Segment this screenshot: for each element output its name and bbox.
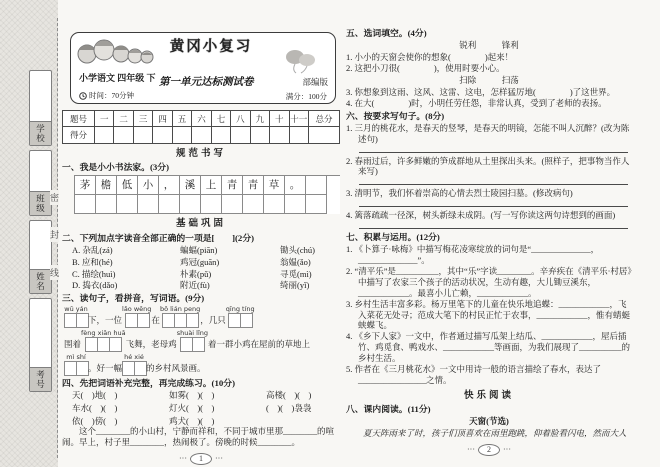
q4-title: 四、先把词语补充完整，再完成练习。(10分) [62, 377, 236, 388]
score-cell [134, 127, 153, 143]
q3-text: 的乡村风景画。 [146, 362, 206, 373]
option-cell: A. 杂乱(zá) [72, 244, 113, 255]
field-examno-blank [30, 299, 51, 367]
score-col: 二 [114, 111, 133, 127]
score-cell [309, 127, 339, 143]
q7-item: 1. 《卜算子·咏梅》中描写梅花凌寒绽放的词句是“______________，______________”。 [346, 244, 600, 266]
q3-text: 着一群小鸡在屋前的草地上 [208, 338, 311, 349]
calli-cell: 小 [138, 176, 159, 195]
q6-title: 六、按要求写句子。(8分) [346, 110, 445, 121]
calli-cell: 。 [285, 176, 306, 195]
full-score-label: 满分：100分 [285, 92, 327, 101]
pinyin-group [177, 330, 208, 352]
time-limit [79, 91, 134, 101]
q8-title: 八、课内阅读。(11分) [346, 403, 431, 414]
score-col: 五 [173, 111, 192, 127]
calli-cell-empty [138, 195, 159, 214]
pinyin-group [160, 306, 200, 328]
option-cell: D. 捣衣(dǎo) [72, 280, 118, 291]
score-cell [212, 127, 231, 143]
pinyin-group [64, 306, 88, 328]
calli-cell-empty [180, 195, 201, 214]
pinyin-label: bō lián peng [159, 304, 201, 313]
page-number-cloud: 1 [190, 453, 212, 465]
subject-label: 小学语文 四年级 下 [79, 73, 156, 83]
field-name [29, 220, 52, 294]
pinyin-label: qīng tíng [225, 304, 255, 313]
pinyin-group [81, 330, 126, 352]
idiom-blank: 依( )傍( ) [72, 415, 118, 426]
idiom-blank: 如雾( )( ) [169, 389, 215, 400]
calli-cell-empty [222, 195, 243, 214]
field-school-blank [30, 71, 51, 121]
option-cell: 朴素(pǔ) [180, 268, 212, 279]
pinyin-group [122, 306, 151, 328]
page-number-cloud: 2 [478, 444, 500, 456]
score-col: 七 [212, 111, 231, 127]
seal-char: 线 [50, 265, 59, 280]
score-col: 六 [192, 111, 211, 127]
q5-item: 1. 小小的天窗会使你的想象( )起来！ [346, 52, 514, 63]
option-cell: 寻觅(mì) [280, 268, 312, 279]
option-cell: C. 描绘(huì) [72, 268, 116, 279]
calli-cell-empty [285, 195, 306, 214]
pinyin-label: shuài lǐng [176, 328, 209, 337]
q6-item: 1. 三月的桃花水，是春天的竖琴，是春天的明镜，怎能不叫人沉醉？(改为陈述句) [346, 122, 630, 144]
answer-line [359, 145, 628, 153]
clock-icon [79, 92, 87, 100]
option-cell: 锄头(chú) [280, 244, 315, 255]
calli-cell-empty [159, 195, 180, 214]
q3-row1 [64, 306, 340, 328]
pinyin-label: wū yán [64, 304, 88, 313]
field-class-label: 班级 [30, 191, 51, 215]
section-banner-writing: 规范书写 [175, 149, 226, 159]
q7-title: 七、积累与运用。(12分) [346, 232, 440, 242]
option-cell: 蝙蝠(piān) [180, 244, 218, 255]
answer-line [359, 199, 628, 207]
field-school [29, 70, 52, 146]
score-col: 九 [251, 111, 270, 127]
q6-item: 2. 春雨过后，许多鲜嫩的笋成群地从土里探出头来。(照样子，把事物当作人来写) [346, 155, 630, 177]
score-cell [231, 127, 250, 143]
brand-logo: 黄冈小复习 [169, 39, 253, 55]
write-box [192, 337, 205, 352]
score-col: 十 [270, 111, 289, 127]
score-col: 十一 [290, 111, 309, 127]
calli-cell: 草 [264, 176, 285, 195]
q2-options [72, 245, 340, 292]
page-number-1: ··· 1 ··· [62, 453, 340, 465]
seal-char: 密 [50, 190, 59, 205]
calli-cell [306, 176, 327, 195]
field-school-label: 学校 [30, 121, 51, 145]
time-limit-text: 时间：70分钟 [89, 91, 134, 100]
score-col: 题号 [63, 111, 95, 127]
idiom-blank: 车水( )( ) [72, 402, 118, 413]
pinyin-group [122, 354, 146, 376]
edition-label: 部编版 [302, 77, 328, 87]
balloon-icon [283, 49, 319, 75]
score-cell [114, 127, 133, 143]
q3-text: ，几只 [200, 314, 226, 325]
score-col: 一 [95, 111, 114, 127]
idiom-blank: 天( )地( ) [72, 389, 118, 400]
calli-cell: 溪 [180, 176, 201, 195]
pinyin-label: lǎo wēng [122, 304, 152, 313]
idiom-empty [266, 416, 340, 427]
q7-item: 4. 《乡下人家》一文中，作者通过描写瓜架上结瓜、____________，屋后插竹、鸡觅食、鸭戏水、____________等画面，为我们展现了__________的乡村生活。 [346, 331, 631, 363]
q1-title: 一、我是小小书法家。(3分) [62, 162, 170, 173]
q4-paragraph: 这个________的小山村，宁静而祥和，不同于城市里那________的喧闹。早上，村子里________，热闹极了。傍晚的时候________。 [62, 426, 335, 448]
q3-row3 [64, 354, 340, 376]
q5-word-pair-2: 扫除 扫荡 [459, 74, 519, 85]
idiom-blank: ( )( )袅袅 [266, 402, 312, 413]
option-cell: 附近(fù) [180, 280, 210, 291]
section-banner-basic: 基础巩固 [175, 219, 226, 230]
q3-text: 在 [151, 314, 160, 325]
calli-cell: ， [159, 176, 180, 195]
score-table [62, 110, 340, 144]
calli-cell-empty [117, 195, 138, 214]
calli-cell: 青 [243, 176, 264, 195]
section-banner-reading: 快乐阅读 [463, 390, 514, 401]
field-name-label: 姓名 [30, 269, 51, 293]
field-class [29, 150, 52, 216]
q6-item: 4. 篱落疏疏一径深，树头新绿未成阴。(写一写你读这两句诗想到的画面) [346, 210, 616, 221]
pinyin-label: mì shí [66, 352, 86, 361]
option-cell: 绮丽(yǐ) [280, 280, 310, 291]
seal-char: 封 [50, 227, 59, 242]
score-col: 八 [231, 111, 250, 127]
q5-title: 五、选词填空。(4分) [346, 28, 427, 38]
q3-row2 [64, 330, 340, 352]
score-col: 三 [134, 111, 153, 127]
option-cell: B. 应和(hé) [72, 256, 113, 267]
calli-cell-empty [306, 195, 327, 214]
q7-item: 5. 作者在《三月桃花水》一文中用诗一般的语言描绘了春水，表达了________________之情。 [346, 363, 602, 385]
passage-title: 天窗(节选) [469, 416, 509, 427]
calli-cell-empty [96, 195, 117, 214]
score-cell [251, 127, 270, 143]
page-number-2: ··· 2 ··· [346, 444, 632, 456]
field-examno [29, 298, 52, 392]
q3-text: 围着 [64, 338, 82, 349]
page-left [62, 26, 340, 465]
idiom-blank: 鸡犬( )( ) [169, 415, 215, 426]
calli-cell-empty [243, 195, 264, 214]
field-class-blank [30, 151, 51, 191]
score-col: 四 [153, 111, 172, 127]
q5-item: 3. 你想象到这雨、这风、这雷、这电，怎样猛厉地( )了这世界。 [346, 86, 616, 97]
idiom-blank: 高楼( )( ) [266, 389, 312, 400]
q3-title: 三、读句子，看拼音，写词语。(9分) [62, 293, 205, 304]
score-cell [270, 127, 289, 143]
pinyin-label: hé xié [124, 352, 144, 361]
score-cell [153, 127, 172, 143]
q2-title: 二、下列加点字读音全部正确的一项是[ ](2分) [62, 232, 255, 243]
calli-cell: 青 [222, 176, 243, 195]
q7-item: 2. “清平乐”是__________，其中“乐”字读________。辛弃疾在《清平乐·村居》中描写了农家三个孩子的活动状况，生动有趣，大儿锄豆溪东，____________。最喜小儿亡赖，____________。 [346, 266, 632, 298]
q3-text: 下，一位 [88, 314, 123, 325]
q4-idioms [72, 390, 340, 427]
exam-title: 第一单元达标测试卷 [159, 77, 254, 88]
write-box [109, 337, 122, 352]
q6-item: 3. 清明节，我们怀着崇高的心情去烈士陵园扫墓。(修改病句) [346, 188, 573, 199]
score-cell [173, 127, 192, 143]
q3-text: 。好一幅 [88, 362, 123, 373]
kids-illustration [76, 36, 156, 72]
calli-cell: 檐 [96, 176, 117, 195]
calli-cell-empty [264, 195, 285, 214]
idiom-blank: 灯火( )( ) [169, 402, 215, 413]
write-box [240, 313, 253, 328]
score-col: 总分 [309, 111, 339, 127]
score-cell [95, 127, 114, 143]
pinyin-group [226, 306, 255, 328]
answer-line [359, 177, 628, 185]
passage-text: 夏天阵雨来了时，孩子们顶喜欢在雨里跑跳，仰着脸看闪电，然而大人 [346, 427, 627, 438]
score-row-label: 得分 [63, 127, 95, 143]
option-cell: 翁媪(ǎo) [280, 256, 311, 267]
score-cell [192, 127, 211, 143]
calli-cell: 低 [117, 176, 138, 195]
pinyin-label: fèng xiān huā [81, 328, 126, 337]
q5-item: 4. 在大( )时，小明任劳任怨，非常认真，受到了老师的表扬。 [346, 97, 607, 108]
field-name-blank [30, 221, 51, 269]
write-box [137, 313, 150, 328]
q3-text: 飞舞，老母鸡 [125, 338, 177, 349]
q5-word-pair-1: 锐利 锋利 [459, 40, 519, 51]
field-examno-label: 考号 [30, 367, 51, 391]
calli-cell-empty [75, 195, 96, 214]
q7-item: 3. 乡村生活丰富多彩。杨万里笔下的儿童在快乐地追蝶：____________，飞入菜花无处寻；范成大笔下的村民正忙于农事，____________，惟有蜻蜓蛱蝶飞。 [346, 298, 631, 331]
page-right [346, 26, 632, 456]
q5-item: 2. 这把小刀很( )，使用时要小心。 [346, 63, 505, 73]
score-cell [290, 127, 309, 143]
calli-cell: 上 [201, 176, 222, 195]
calligraphy-grid [74, 175, 340, 214]
write-box [186, 313, 199, 328]
calli-cell: 茅 [75, 176, 96, 195]
answer-line [359, 221, 628, 229]
option-cell: 鸡冠(guān) [180, 256, 220, 267]
pinyin-group [64, 354, 88, 376]
calli-cell-empty [201, 195, 222, 214]
paper-header [70, 32, 336, 104]
